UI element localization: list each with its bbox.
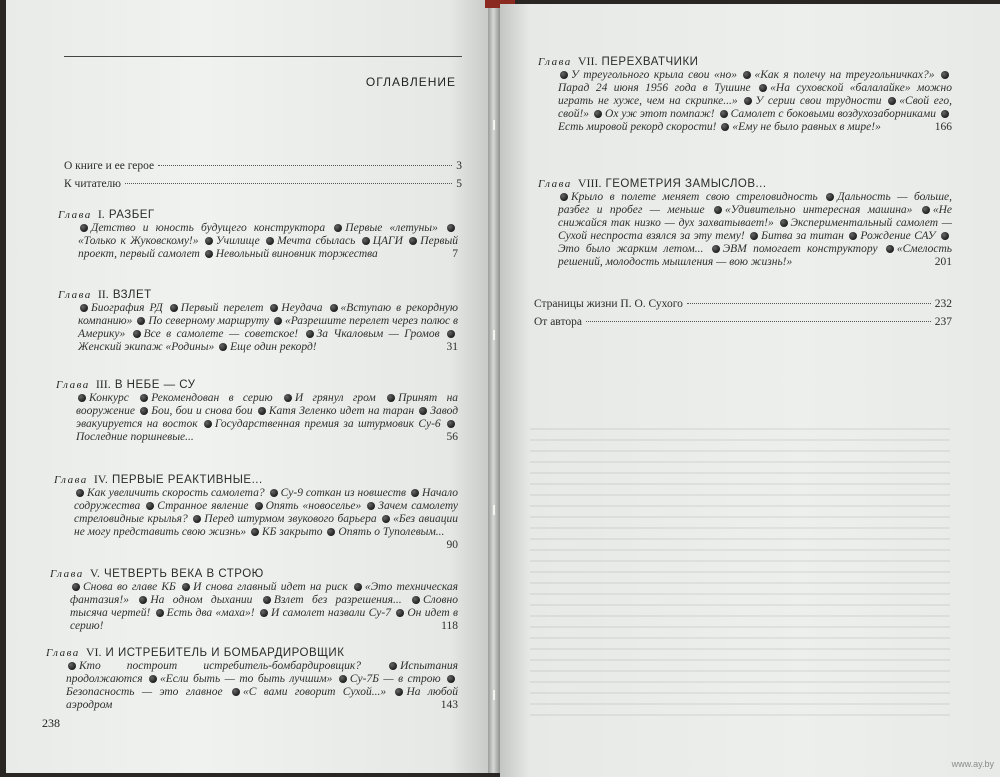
- bullet-icon: [205, 237, 213, 245]
- bullet-icon: [447, 675, 455, 683]
- dot-leader: [586, 321, 931, 322]
- chapter-page-number: 166: [934, 121, 952, 133]
- chapter-5: [50, 566, 458, 633]
- chapter-page-number: 90: [446, 539, 458, 551]
- section-title: По северному маршруту: [148, 315, 270, 327]
- bullet-icon: [204, 420, 212, 428]
- section-title: Конкурс: [89, 392, 129, 404]
- chapter-word: Глава: [56, 379, 90, 391]
- toc-entry-to-reader: [64, 177, 462, 191]
- binding-stitch: [493, 505, 495, 515]
- entry-page: 5: [456, 178, 462, 190]
- chapter-number: VII.: [577, 54, 598, 68]
- bullet-icon: [251, 528, 259, 536]
- section-title: У треугольного крыла свои «но»: [571, 69, 737, 81]
- bullet-icon: [327, 528, 335, 536]
- section-title: Это было жарким летом...: [558, 243, 704, 255]
- chapter-number: II.: [97, 287, 109, 301]
- bullet-icon: [72, 583, 80, 591]
- section-title: И грянул гром: [294, 392, 376, 404]
- entry-label: К читателю: [64, 178, 121, 190]
- section-title: Биография РД: [91, 302, 163, 314]
- bullet-icon: [447, 420, 455, 428]
- bullet-icon: [182, 583, 190, 591]
- section-title: Кто построит истребитель-бомбардировщик?: [79, 660, 361, 672]
- bullet-icon: [594, 110, 602, 118]
- bullet-icon: [80, 224, 88, 232]
- chapter-page-number: 31: [446, 341, 458, 353]
- chapter-word: Глава: [54, 474, 88, 486]
- chapter-2: [58, 287, 458, 354]
- chapter-title: ВЗЛЕТ: [112, 289, 152, 301]
- bullet-icon: [447, 330, 455, 338]
- entry-label: О книге и ее герое: [64, 160, 155, 172]
- section-title: Перед штурмом звукового барьера: [204, 513, 377, 525]
- section-title: Еще один рекорд!: [230, 341, 317, 353]
- book-spine: [488, 0, 500, 773]
- chapter-heading: [46, 645, 458, 660]
- bullet-icon: [744, 97, 752, 105]
- bullet-icon: [354, 583, 362, 591]
- chapter-title: ЧЕТВЕРТЬ ВЕКА В СТРОЮ: [103, 568, 264, 580]
- section-title: Первый проект, первый самолет: [78, 235, 458, 260]
- bullet-icon: [255, 502, 263, 510]
- chapter-contents: [70, 581, 458, 633]
- page-number: 238: [42, 716, 60, 730]
- dot-leader: [125, 183, 452, 184]
- chapter-contents: [558, 69, 952, 134]
- section-title: «Это техническая фантазия!»: [70, 581, 459, 606]
- bullet-icon: [362, 237, 370, 245]
- entry-label: Страницы жизни П. О. Сухого: [534, 298, 683, 310]
- chapter-number: V.: [89, 566, 100, 580]
- bullet-icon: [367, 502, 375, 510]
- bullet-icon: [743, 71, 751, 79]
- section-title: Дальность — больше, разбег и пробег — меньше: [558, 191, 952, 216]
- bullet-icon: [139, 596, 147, 604]
- bullet-icon: [146, 502, 154, 510]
- section-title: ЦАГИ: [372, 235, 403, 247]
- chapter-contents: [74, 487, 459, 551]
- section-title: Завод эвакуируется на восток: [76, 405, 459, 430]
- bullet-icon: [387, 394, 395, 402]
- section-title: Странное явление: [157, 500, 249, 512]
- binding-stitch: [493, 330, 495, 340]
- chapter-title: РАЗБЕГ: [108, 209, 155, 221]
- left-page: [6, 0, 488, 773]
- section-title: «Ему не было равных в мире!»: [732, 121, 881, 133]
- bullet-icon: [720, 110, 728, 118]
- section-title: Государственная премия за штурмовик Су-6: [214, 418, 441, 430]
- chapter-number: IV.: [93, 472, 108, 486]
- bullet-icon: [389, 662, 397, 670]
- section-title: Самолет с боковыми воздухозаборниками: [730, 108, 937, 120]
- bullet-icon: [396, 609, 404, 617]
- bullet-icon: [780, 219, 788, 227]
- chapter-heading: [50, 566, 458, 581]
- bullet-icon: [714, 206, 722, 214]
- bullet-icon: [193, 515, 201, 523]
- chapter-word: Глава: [538, 56, 572, 68]
- section-title: Су-9 соткан из новшеств: [280, 487, 406, 499]
- section-title: Невольный виновник торжества: [215, 248, 378, 260]
- section-title: Последние поршневые...: [76, 431, 194, 443]
- section-title: Все в самолете — советское!: [143, 328, 299, 340]
- section-title: Битва за титан: [761, 230, 844, 242]
- chapter-1: [58, 207, 458, 261]
- bullet-icon: [759, 84, 767, 92]
- bullet-icon: [826, 193, 834, 201]
- chapter-heading: [54, 472, 458, 487]
- section-title: Неудача: [281, 302, 323, 314]
- bullet-icon: [270, 304, 278, 312]
- section-title: У серии свои трудности: [755, 95, 882, 107]
- chapter-page-number: 56: [446, 431, 458, 443]
- section-title: Опять о Туполевым...: [338, 526, 445, 538]
- section-title: ЭВМ помогает конструктору: [722, 243, 878, 255]
- toc-title: ОГЛАВЛЕНИЕ: [365, 75, 456, 89]
- bullet-icon: [137, 317, 145, 325]
- section-title: Экспериментальный самолет — Сухой неспроста взялся за эту тему!: [558, 217, 953, 242]
- section-title: И самолет назвали Су-7: [271, 607, 391, 619]
- bullet-icon: [205, 250, 213, 258]
- chapter-word: Глава: [538, 178, 572, 190]
- bullet-icon: [149, 675, 157, 683]
- section-title: Су-7Б — в строю: [349, 673, 441, 685]
- section-title: Как увеличить скорость самолета?: [87, 487, 265, 499]
- bullet-icon: [409, 237, 417, 245]
- chapter-word: Глава: [58, 209, 92, 221]
- chapter-3: [56, 377, 458, 444]
- watermark: www.ay.by: [951, 759, 994, 769]
- bullet-icon: [712, 245, 720, 253]
- bullet-icon: [560, 71, 568, 79]
- section-title: Словно тысяча чертей!: [70, 594, 459, 619]
- bullet-icon: [941, 71, 949, 79]
- bullet-icon: [922, 206, 930, 214]
- section-title: Снова во главе КБ: [83, 581, 176, 593]
- section-title: Бои, бои и снова бои: [151, 405, 253, 417]
- dot-leader: [158, 165, 452, 166]
- section-title: Опять «новоселье»: [265, 500, 362, 512]
- chapter-contents: [78, 222, 458, 261]
- section-title: Катя Зеленко идет на таран: [268, 405, 415, 417]
- section-title: Принят на вооружение: [76, 392, 459, 417]
- section-title: Рождение САУ: [860, 230, 936, 242]
- bullet-icon: [419, 407, 427, 415]
- section-title: Есть мировой рекорд скорости!: [558, 121, 717, 133]
- chapter-contents: [66, 660, 458, 712]
- chapter-title: И ИСТРЕБИТЕЛЬ И БОМБАРДИРОВЩИК: [105, 647, 345, 659]
- right-page: [500, 4, 1000, 777]
- chapter-7: [538, 54, 952, 134]
- bullet-icon: [721, 123, 729, 131]
- chapter-title: ПЕРВЫЕ РЕАКТИВНЫЕ...: [111, 474, 263, 486]
- section-title: И снова главный идет на риск: [193, 581, 348, 593]
- bullet-icon: [232, 688, 240, 696]
- bullet-icon: [750, 232, 758, 240]
- section-title: «Смелость решений, молодость мышления — вою жизнь!»: [558, 243, 952, 268]
- section-title: На любой аэродром: [66, 686, 458, 711]
- chapter-contents: [78, 302, 458, 354]
- section-title: Женский экипаж «Родины»: [78, 341, 215, 353]
- section-title: «Удивительно интересная машина»: [724, 204, 913, 216]
- chapter-6: [46, 645, 458, 712]
- section-title: «Если быть — то быть лучшим»: [160, 673, 333, 685]
- chapter-title: В НЕБЕ — СУ: [114, 379, 196, 391]
- section-title: Зачем самолету стреловидные крылья?: [74, 500, 458, 525]
- section-title: «С вами говорит Сухой...»: [242, 686, 387, 698]
- chapter-4: [54, 472, 458, 552]
- bullet-icon: [334, 224, 342, 232]
- chapter-heading: [56, 377, 458, 392]
- bullet-icon: [412, 596, 420, 604]
- entry-page: 3: [456, 160, 462, 172]
- entry-page: 237: [934, 316, 952, 328]
- section-title: Крыло в полете меняет свою стреловидность: [571, 191, 818, 203]
- section-title: Взлет без разрешения...: [273, 594, 402, 606]
- chapter-title: ПЕРЕХВАТЧИКИ: [601, 56, 699, 68]
- section-title: «Без авиации не могу представить свою жизнь»: [74, 513, 459, 538]
- bullet-icon: [258, 407, 266, 415]
- bullet-icon: [284, 394, 292, 402]
- bullet-icon: [330, 304, 338, 312]
- entry-label: От автора: [534, 316, 582, 328]
- section-title: Безопасность — это главное: [66, 686, 223, 698]
- binding-stitch: [493, 690, 495, 700]
- section-title: «Вступаю в рекордную компанию»: [78, 302, 459, 327]
- bullet-icon: [270, 489, 278, 497]
- section-title: Рекомендован в серию: [151, 392, 273, 404]
- bullet-icon: [447, 224, 455, 232]
- section-title: Он идет в серию!: [70, 607, 459, 632]
- section-title: Есть два «маха»!: [166, 607, 255, 619]
- section-title: «Как я полечу на треугольничках?»: [754, 69, 935, 81]
- chapter-contents: [558, 191, 952, 269]
- bullet-icon: [411, 489, 419, 497]
- entry-page: 232: [934, 298, 952, 310]
- chapter-page-number: 118: [441, 620, 458, 632]
- chapter-number: VIII.: [577, 176, 602, 190]
- section-title: Начало содружества: [74, 487, 459, 512]
- bullet-icon: [888, 97, 896, 105]
- section-title: «Свой его, свой!»: [558, 95, 953, 120]
- chapter-word: Глава: [46, 647, 80, 659]
- chapter-heading: [538, 176, 952, 191]
- bullet-icon: [80, 304, 88, 312]
- chapter-heading: [538, 54, 952, 69]
- section-title: «Только к Жуковскому!»: [78, 235, 199, 247]
- bullet-icon: [306, 330, 314, 338]
- chapter-page-number: 143: [440, 699, 458, 711]
- chapter-contents: [76, 392, 458, 444]
- section-title: «Разрешите перелет через полюс в Америку»: [78, 315, 459, 340]
- bullet-icon: [274, 317, 282, 325]
- bullet-icon: [339, 675, 347, 683]
- section-title: «Не снижайся так низко — дух захватывает!»: [558, 204, 953, 229]
- section-title: Мечта сбылась: [277, 235, 356, 247]
- section-title: Училище: [215, 235, 260, 247]
- section-title: Парад 24 июня 1956 года в Тушине: [558, 82, 751, 94]
- chapter-number: I.: [97, 207, 105, 221]
- chapter-page-number: 7: [452, 248, 458, 260]
- bullet-icon: [140, 407, 148, 415]
- bullet-icon: [68, 662, 76, 670]
- show-through-text: [530, 419, 950, 719]
- chapter-number: VI.: [85, 645, 102, 659]
- bullet-icon: [886, 245, 894, 253]
- section-title: За Чкаловым — Громов: [316, 328, 440, 340]
- chapter-title: ГЕОМЕТРИЯ ЗАМЫСЛОВ...: [605, 178, 767, 190]
- section-title: КБ закрыто: [262, 526, 323, 538]
- section-title: Ох уж этот помпаж!: [605, 108, 715, 120]
- chapter-word: Глава: [58, 289, 92, 301]
- bullet-icon: [260, 609, 268, 617]
- toc-entry-from-author: [534, 315, 952, 329]
- section-title: Первый перелет: [180, 302, 264, 314]
- bullet-icon: [156, 609, 164, 617]
- header-rule: [64, 56, 462, 57]
- chapter-word: Глава: [50, 568, 84, 580]
- section-title: Первые «летуны»: [345, 222, 438, 234]
- dot-leader: [687, 303, 931, 304]
- bullet-icon: [140, 394, 148, 402]
- toc-entry-about-book: [64, 159, 462, 173]
- section-title: «На суховской «балалайке» можно играть не хуже, чем на скрипке...»: [558, 82, 953, 107]
- section-title: Детство и юность будущего конструктора: [91, 222, 326, 234]
- chapter-heading: [58, 287, 458, 302]
- toc-entry-life-pages: [534, 297, 952, 311]
- bullet-icon: [266, 237, 274, 245]
- chapter-page-number: 201: [934, 256, 952, 268]
- bullet-icon: [941, 110, 949, 118]
- bullet-icon: [395, 688, 403, 696]
- section-title: На одном дыхании: [150, 594, 253, 606]
- bullet-icon: [560, 193, 568, 201]
- chapter-8: [538, 176, 952, 269]
- chapter-heading: [58, 207, 458, 222]
- bullet-icon: [170, 304, 178, 312]
- bullet-icon: [76, 489, 84, 497]
- chapter-number: III.: [95, 377, 111, 391]
- bullet-icon: [133, 330, 141, 338]
- bullet-icon: [263, 596, 271, 604]
- bullet-icon: [219, 343, 227, 351]
- section-title: Испытания продолжаются: [66, 660, 459, 685]
- binding-stitch: [493, 120, 495, 130]
- bullet-icon: [941, 232, 949, 240]
- bullet-icon: [849, 232, 857, 240]
- bullet-icon: [382, 515, 390, 523]
- bullet-icon: [78, 394, 86, 402]
